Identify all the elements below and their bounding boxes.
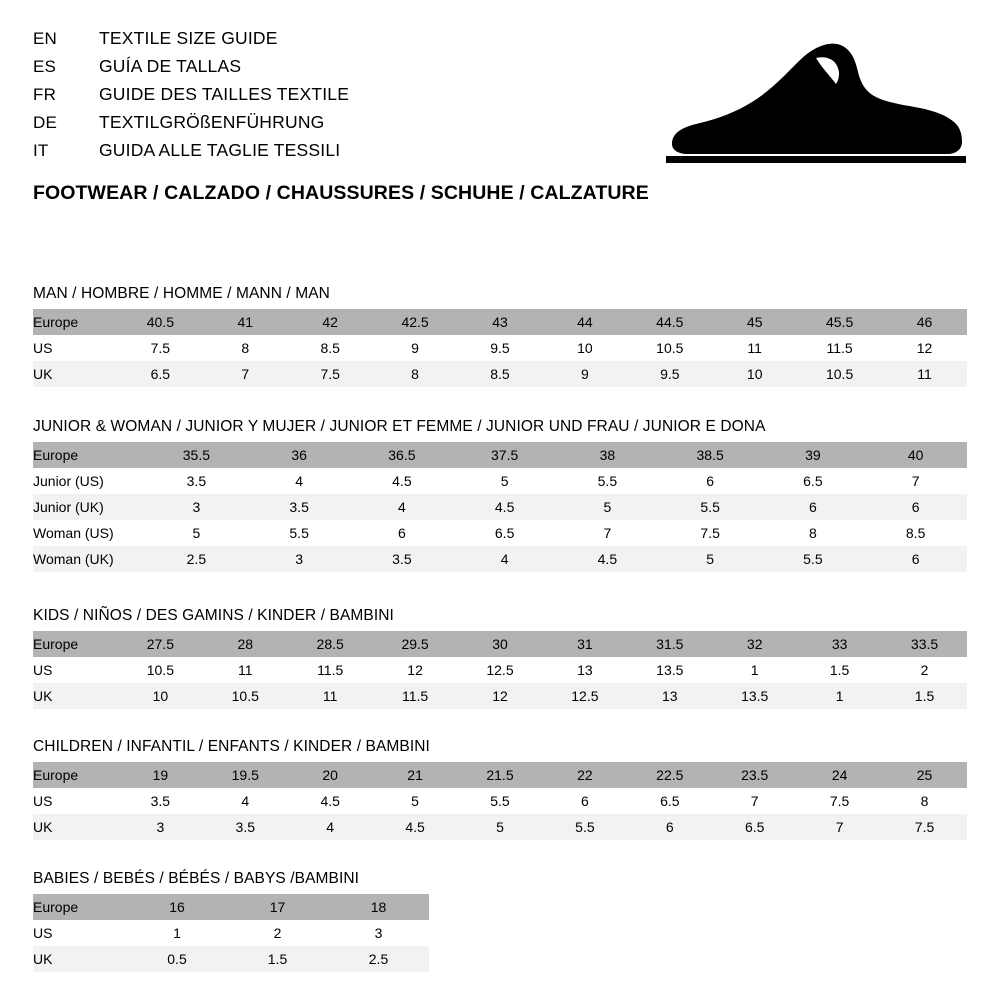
cell: 37.5 [453, 442, 556, 468]
cell: 7.5 [118, 335, 203, 361]
cell: 13.5 [712, 683, 797, 709]
cell: 22.5 [627, 762, 712, 788]
cell: 45.5 [797, 309, 882, 335]
cell: 11.5 [288, 657, 373, 683]
cell: 10 [542, 335, 627, 361]
cell: 5 [373, 788, 458, 814]
table-row [33, 762, 967, 788]
dress-shoe-icon [666, 36, 966, 176]
language-title: GUÍA DE TALLAS [99, 56, 242, 76]
cell: 22 [542, 762, 627, 788]
cell: 1.5 [797, 657, 882, 683]
cell: 3.5 [118, 788, 203, 814]
table-row [33, 361, 967, 387]
cell: 12 [373, 657, 458, 683]
cell: 4 [453, 546, 556, 572]
section-title: CHILDREN / INFANTIL / ENFANTS / KINDER / BAMBINI [33, 738, 430, 755]
row-label: US [33, 920, 127, 946]
cell: 23.5 [712, 762, 797, 788]
cell: 3 [145, 494, 248, 520]
cell: 11 [288, 683, 373, 709]
cell: 41 [203, 309, 288, 335]
row-label: UK [33, 946, 127, 972]
cell: 4 [288, 814, 373, 840]
cell: 18 [328, 894, 429, 920]
row-label: US [33, 657, 118, 683]
cell: 0.5 [127, 946, 227, 972]
cell: 40 [864, 442, 967, 468]
cell: 1 [797, 683, 882, 709]
row-label: Europe [33, 631, 118, 657]
cell: 7 [203, 361, 288, 387]
cell: 12 [882, 335, 967, 361]
cell: 5 [458, 814, 543, 840]
section-children [33, 738, 967, 840]
cell: 29.5 [373, 631, 458, 657]
cell: 3.5 [145, 468, 248, 494]
cell: 44.5 [627, 309, 712, 335]
cell: 40.5 [118, 309, 203, 335]
cell: 9.5 [458, 335, 543, 361]
cell: 7.5 [882, 814, 967, 840]
cell: 2.5 [328, 946, 429, 972]
cell: 21.5 [458, 762, 543, 788]
cell: 6 [864, 494, 967, 520]
cell: 33.5 [882, 631, 967, 657]
cell: 8.5 [458, 361, 543, 387]
cell: 5.5 [542, 814, 627, 840]
cell: 19 [118, 762, 203, 788]
cell: 9.5 [627, 361, 712, 387]
cell: 5 [453, 468, 556, 494]
cell: 6.5 [453, 520, 556, 546]
row-label: US [33, 788, 118, 814]
cell: 13 [627, 683, 712, 709]
cell: 13 [542, 657, 627, 683]
cell: 1.5 [882, 683, 967, 709]
cell: 3 [118, 814, 203, 840]
table-row [33, 520, 967, 546]
section-babies [33, 870, 967, 972]
size-table-children [33, 762, 967, 840]
cell: 28.5 [288, 631, 373, 657]
cell: 5.5 [458, 788, 543, 814]
section-title: BABIES / BEBÉS / BÉBÉS / BABYS /BAMBINI [33, 870, 360, 887]
cell: 7 [797, 814, 882, 840]
cell: 5.5 [762, 546, 865, 572]
cell: 8 [203, 335, 288, 361]
cell: 3 [328, 920, 429, 946]
cell: 6 [351, 520, 454, 546]
cell: 4.5 [351, 468, 454, 494]
cell: 2 [882, 657, 967, 683]
cell: 11 [203, 657, 288, 683]
cell: 6.5 [712, 814, 797, 840]
cell: 3.5 [248, 494, 351, 520]
cell: 42.5 [373, 309, 458, 335]
cell: 4.5 [453, 494, 556, 520]
cell: 20 [288, 762, 373, 788]
cell: 6 [627, 814, 712, 840]
language-code: ES [33, 57, 57, 76]
cell: 5.5 [556, 468, 659, 494]
cell: 19.5 [203, 762, 288, 788]
size-table-man [33, 309, 967, 387]
cell: 4.5 [373, 814, 458, 840]
cell: 6 [659, 468, 762, 494]
cell: 12.5 [542, 683, 627, 709]
table-row [33, 920, 429, 946]
row-label: US [33, 335, 118, 361]
section-title: KIDS / NIÑOS / DES GAMINS / KINDER / BAMBINI [33, 607, 394, 624]
cell: 8 [882, 788, 967, 814]
cell: 10.5 [118, 657, 203, 683]
cell: 31.5 [627, 631, 712, 657]
cell: 7 [712, 788, 797, 814]
cell: 1.5 [227, 946, 328, 972]
cell: 6 [864, 546, 967, 572]
cell: 38 [556, 442, 659, 468]
size-table-junior-woman [33, 442, 967, 572]
table-row [33, 788, 967, 814]
cell: 7.5 [797, 788, 882, 814]
table-row [33, 335, 967, 361]
cell: 8.5 [864, 520, 967, 546]
cell: 2 [227, 920, 328, 946]
cell: 24 [797, 762, 882, 788]
table-row [33, 894, 429, 920]
cell: 27.5 [118, 631, 203, 657]
language-title: TEXTILE SIZE GUIDE [99, 28, 278, 48]
cell: 6.5 [118, 361, 203, 387]
cell: 6 [542, 788, 627, 814]
row-label: UK [33, 683, 118, 709]
table-row [33, 946, 429, 972]
section-junior-woman [33, 418, 967, 572]
cell: 21 [373, 762, 458, 788]
cell: 12.5 [458, 657, 543, 683]
row-label: Woman (US) [33, 520, 145, 546]
size-table-kids [33, 631, 967, 709]
language-title: TEXTILGRÖßENFÜHRUNG [99, 112, 325, 132]
table-row [33, 309, 967, 335]
cell: 8 [373, 361, 458, 387]
cell: 1 [127, 920, 227, 946]
cell: 30 [458, 631, 543, 657]
size-table-babies [33, 894, 429, 972]
cell: 44 [542, 309, 627, 335]
cell: 5 [659, 546, 762, 572]
language-title: GUIDA ALLE TAGLIE TESSILI [99, 140, 341, 160]
row-label: Europe [33, 762, 118, 788]
language-code: FR [33, 85, 57, 104]
cell: 5.5 [248, 520, 351, 546]
table-row [33, 631, 967, 657]
cell: 10.5 [797, 361, 882, 387]
cell: 45 [712, 309, 797, 335]
cell: 4.5 [556, 546, 659, 572]
cell: 46 [882, 309, 967, 335]
cell: 11 [882, 361, 967, 387]
category-title: FOOTWEAR / CALZADO / CHAUSSURES / SCHUHE / CALZATURE [33, 182, 649, 204]
cell: 10 [118, 683, 203, 709]
cell: 31 [542, 631, 627, 657]
cell: 7.5 [288, 361, 373, 387]
table-row [33, 442, 967, 468]
cell: 39 [762, 442, 865, 468]
cell: 36.5 [351, 442, 454, 468]
cell: 6.5 [627, 788, 712, 814]
cell: 43 [458, 309, 543, 335]
row-label: Europe [33, 309, 118, 335]
table-row [33, 468, 967, 494]
cell: 3.5 [351, 546, 454, 572]
cell: 42 [288, 309, 373, 335]
cell: 6.5 [762, 468, 865, 494]
cell: 4.5 [288, 788, 373, 814]
cell: 5 [145, 520, 248, 546]
section-man [33, 285, 967, 387]
cell: 8 [762, 520, 865, 546]
cell: 9 [542, 361, 627, 387]
cell: 10.5 [203, 683, 288, 709]
cell: 3.5 [203, 814, 288, 840]
cell: 32 [712, 631, 797, 657]
cell: 17 [227, 894, 328, 920]
cell: 16 [127, 894, 227, 920]
section-kids [33, 607, 967, 709]
cell: 13.5 [627, 657, 712, 683]
row-label: Europe [33, 442, 145, 468]
cell: 25 [882, 762, 967, 788]
cell: 33 [797, 631, 882, 657]
cell: 36 [248, 442, 351, 468]
cell: 9 [373, 335, 458, 361]
cell: 11.5 [797, 335, 882, 361]
cell: 7.5 [659, 520, 762, 546]
language-code: IT [33, 141, 49, 160]
row-label: Woman (UK) [33, 546, 145, 572]
cell: 5.5 [659, 494, 762, 520]
cell: 4 [248, 468, 351, 494]
cell: 10 [712, 361, 797, 387]
cell: 1 [712, 657, 797, 683]
cell: 11 [712, 335, 797, 361]
cell: 38.5 [659, 442, 762, 468]
table-row [33, 494, 967, 520]
cell: 5 [556, 494, 659, 520]
cell: 7 [556, 520, 659, 546]
cell: 8.5 [288, 335, 373, 361]
table-row [33, 546, 967, 572]
section-title: JUNIOR & WOMAN / JUNIOR Y MUJER / JUNIOR ET FEMME / JUNIOR UND FRAU / JUNIOR E DONA [33, 418, 766, 435]
table-row [33, 683, 967, 709]
language-code: EN [33, 29, 58, 48]
cell: 11.5 [373, 683, 458, 709]
cell: 28 [203, 631, 288, 657]
cell: 7 [864, 468, 967, 494]
cell: 10.5 [627, 335, 712, 361]
row-label: UK [33, 361, 118, 387]
row-label: UK [33, 814, 118, 840]
table-row [33, 657, 967, 683]
cell: 2.5 [145, 546, 248, 572]
cell: 35.5 [145, 442, 248, 468]
language-code: DE [33, 113, 58, 132]
cell: 6 [762, 494, 865, 520]
cell: 4 [203, 788, 288, 814]
row-label: Junior (UK) [33, 494, 145, 520]
row-label: Europe [33, 894, 127, 920]
cell: 12 [458, 683, 543, 709]
row-label: Junior (US) [33, 468, 145, 494]
cell: 3 [248, 546, 351, 572]
cell: 4 [351, 494, 454, 520]
language-title: GUIDE DES TAILLES TEXTILE [99, 84, 350, 104]
section-title: MAN / HOMBRE / HOMME / MANN / MAN [33, 285, 330, 302]
table-row [33, 814, 967, 840]
